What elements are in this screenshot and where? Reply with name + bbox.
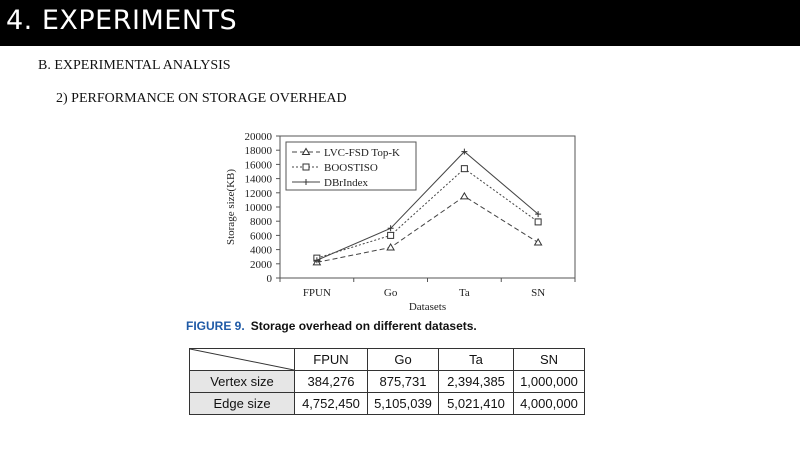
table-cell: 2,394,385 — [439, 371, 514, 393]
y-tick-label: 4000 — [250, 244, 272, 257]
table-cell: 5,021,410 — [439, 393, 514, 415]
legend-1-square-marker — [303, 164, 309, 170]
slide-title: 4. EXPERIMENTS — [6, 5, 238, 36]
series-0-point-triangle-marker — [461, 193, 468, 199]
table-col-header: FPUN — [295, 349, 368, 371]
table-cell: 5,105,039 — [368, 393, 439, 415]
table-cell: 4,000,000 — [514, 393, 585, 415]
series-0-point-triangle-marker — [535, 239, 542, 245]
series-0-point-triangle-marker — [387, 244, 394, 250]
table-row — [190, 393, 585, 415]
y-tick-label: 8000 — [250, 216, 272, 229]
table-cell: 1,000,000 — [514, 371, 585, 393]
figure-caption — [186, 319, 477, 333]
y-tick-label: 16000 — [244, 159, 272, 172]
x-axis-label: Datasets — [408, 301, 447, 310]
table-col-header: SN — [514, 349, 585, 371]
series-1-point-square-marker — [535, 219, 541, 225]
row-header: Edge size — [190, 393, 295, 415]
legend-label: DBrIndex — [324, 177, 368, 189]
series-1-point-square-marker — [461, 166, 467, 172]
y-tick-label: 20000 — [244, 131, 272, 143]
row-header: Vertex size — [190, 371, 295, 393]
subsection-heading: 2) PERFORMANCE ON STORAGE OVERHEAD — [56, 91, 347, 106]
x-tick-label: Ta — [458, 287, 470, 299]
x-tick-label: FPUN — [302, 287, 331, 299]
y-axis-label: Storage size(KB) — [225, 168, 237, 246]
figure-label: FIGURE 9. — [186, 319, 245, 333]
series-1-point-square-marker — [388, 232, 394, 238]
section-heading: B. EXPERIMENTAL ANALYSIS — [38, 58, 231, 73]
table-cell: 4,752,450 — [295, 393, 368, 415]
x-tick-label: Go — [383, 287, 398, 299]
figure-caption-text: Storage overhead on different datasets. — [250, 319, 477, 333]
x-tick-label: SN — [531, 287, 546, 299]
table-col-header: Ta — [439, 349, 514, 371]
table-cell: 875,731 — [368, 371, 439, 393]
y-tick-label: 10000 — [244, 202, 272, 214]
corner-diagonal — [190, 349, 294, 370]
y-tick-label: 0 — [266, 273, 272, 285]
legend-label: BOOSTISO — [324, 162, 378, 174]
y-tick-label: 18000 — [244, 145, 272, 158]
y-tick-label: 12000 — [244, 187, 272, 200]
y-tick-label: 2000 — [250, 258, 272, 271]
legend-label: LVC-FSD Top-K — [324, 147, 400, 159]
table-cell: 384,276 — [295, 371, 368, 393]
y-tick-label: 6000 — [250, 230, 272, 243]
table-col-header: Go — [368, 349, 439, 371]
dataset-size-table — [189, 348, 585, 415]
table-corner-cell — [190, 349, 295, 371]
table-row — [190, 371, 585, 393]
series-line-0 — [317, 196, 538, 262]
y-tick-label: 14000 — [244, 173, 272, 186]
